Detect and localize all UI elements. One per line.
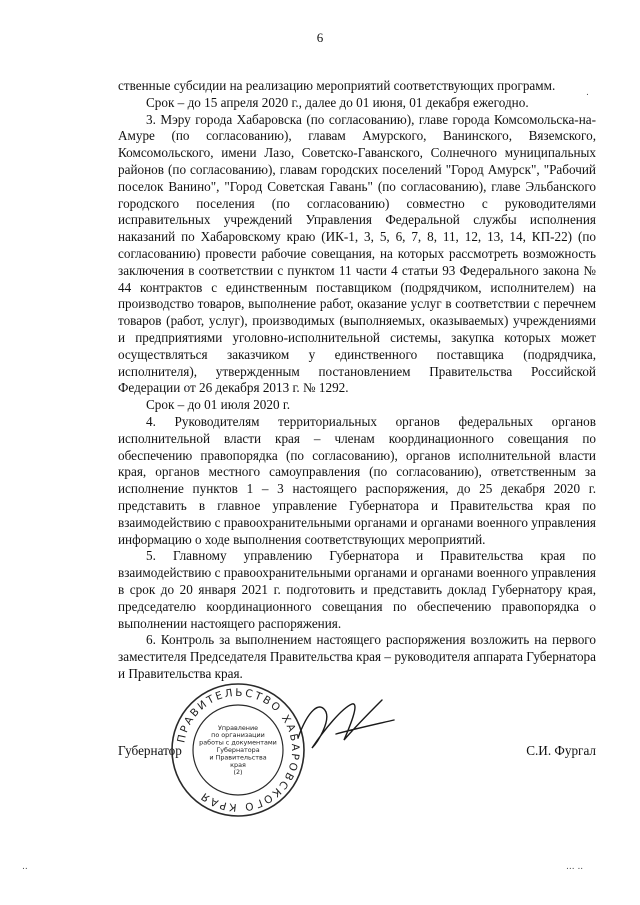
official-stamp-seal <box>168 680 308 820</box>
document-body <box>118 78 596 683</box>
page-number: 6 <box>316 30 324 45</box>
margin-mark-top: . <box>586 88 589 98</box>
stamp-center-line: Управление <box>217 723 259 732</box>
paragraph-4: 4. Руководителям территориальных органов федеральных органов исполнительной власти края – членам координационного совещания по обеспечению правопорядка (по согласованию), органов исполнительной власти края, органов местного самоуправления (по согласованию), ответственным за исполнение пунктов 1 – 3 настоящего распоряжения, до 25 декабря 2020 г. представить в главное управление Губернатора и Правительства края по взаимодействию с правоохранительными органами и органами военного управления информацию о ходе выполнения соответствующих мероприятий. <box>118 413 596 547</box>
stamp-ring-text: ПРАВИТЕЛЬСТВО ХАБАРОВСКОГО КРАЯ <box>175 686 302 814</box>
paragraph-5: 5. Главному управлению Губернатора и Правительства края по взаимодействию с правоохранительными органами и органами военного управления в срок до 20 января 2021 г. подготовить и представить доклад Губернатору края, председателю координационного совещания по обеспечению правопорядка о выполнении настоящего распоряжения. <box>118 548 596 631</box>
margin-mark-left: .. <box>22 862 28 872</box>
paragraph-6: 6. Контроль за выполнением настоящего распоряжения возложить на первого заместителя Председателя Правительства края – руководителя аппарата Губернатора и Правительства края. <box>118 632 596 681</box>
margin-mark-right: ... .. <box>566 862 584 872</box>
stamp-center-line: по организации <box>211 731 265 740</box>
signatory-title: Губернатор <box>118 743 182 758</box>
paragraph-continuation: ственные субсидии на реализацию мероприятий соответствующих программ. <box>118 78 556 93</box>
signatory-name: С.И. Фургал <box>526 743 596 758</box>
deadline-1: Срок – до 15 апреля 2020 г., далее до 01 июня, 01 декабря ежегодно. <box>146 94 529 110</box>
stamp-center-line: работы с документами <box>199 738 277 747</box>
paragraph-3: 3. Мэру города Хабаровска (по согласованию), главе города Комсомольска-на-Амуре (по согласованию), главам Амурского, Ванинского, Вяземского, Комсомольского, имени Лазо, Советско-Гаванского, Солнечного муниципальных районов (по согласованию), главам городских поселений "Город Амурск", "Рабочий поселок Ванино", "Город Советская Гавань" (по согласованию), главе Эльбанского городского поселения (по согласованию) совместно с руководителями исправительных учреждений Управления Федеральной службы исполнения наказаний по Хабаровскому краю (ИК-1, 3, 5, 6, 7, 8, 11, 12, 13, 14, КП-22) (по согласованию) провести рабочие совещания, на которых рассмотреть возможность заключения в соответствии с пунктом 11 части 4 статьи 93 Федерального закона № 44 контрактов с единственным поставщиком (подрядчиком, исполнителем) на производство товаров, выполнение работ, оказание услуг в соответствии с перечнем товаров (работ, услуг), производимых (выполняемых, оказываемых) учреждениями и предприятиями уголовно-исполнительной системы, закупка которых может осуществляться заказчиком у единственного поставщика (подрядчика, исполнителя), утвержденным постановлением Правительства Российской Федерации от 26 декабря 2013 г. № 1292. <box>118 111 596 396</box>
stamp-center-line: края <box>230 760 246 769</box>
stamp-center-line: и Правительства <box>209 753 267 762</box>
handwritten-signature <box>290 690 400 760</box>
stamp-center-line: (2) <box>233 768 243 777</box>
deadline-2: Срок – до 01 июля 2020 г. <box>146 397 291 413</box>
stamp-center-line: Губернатора <box>216 746 260 754</box>
